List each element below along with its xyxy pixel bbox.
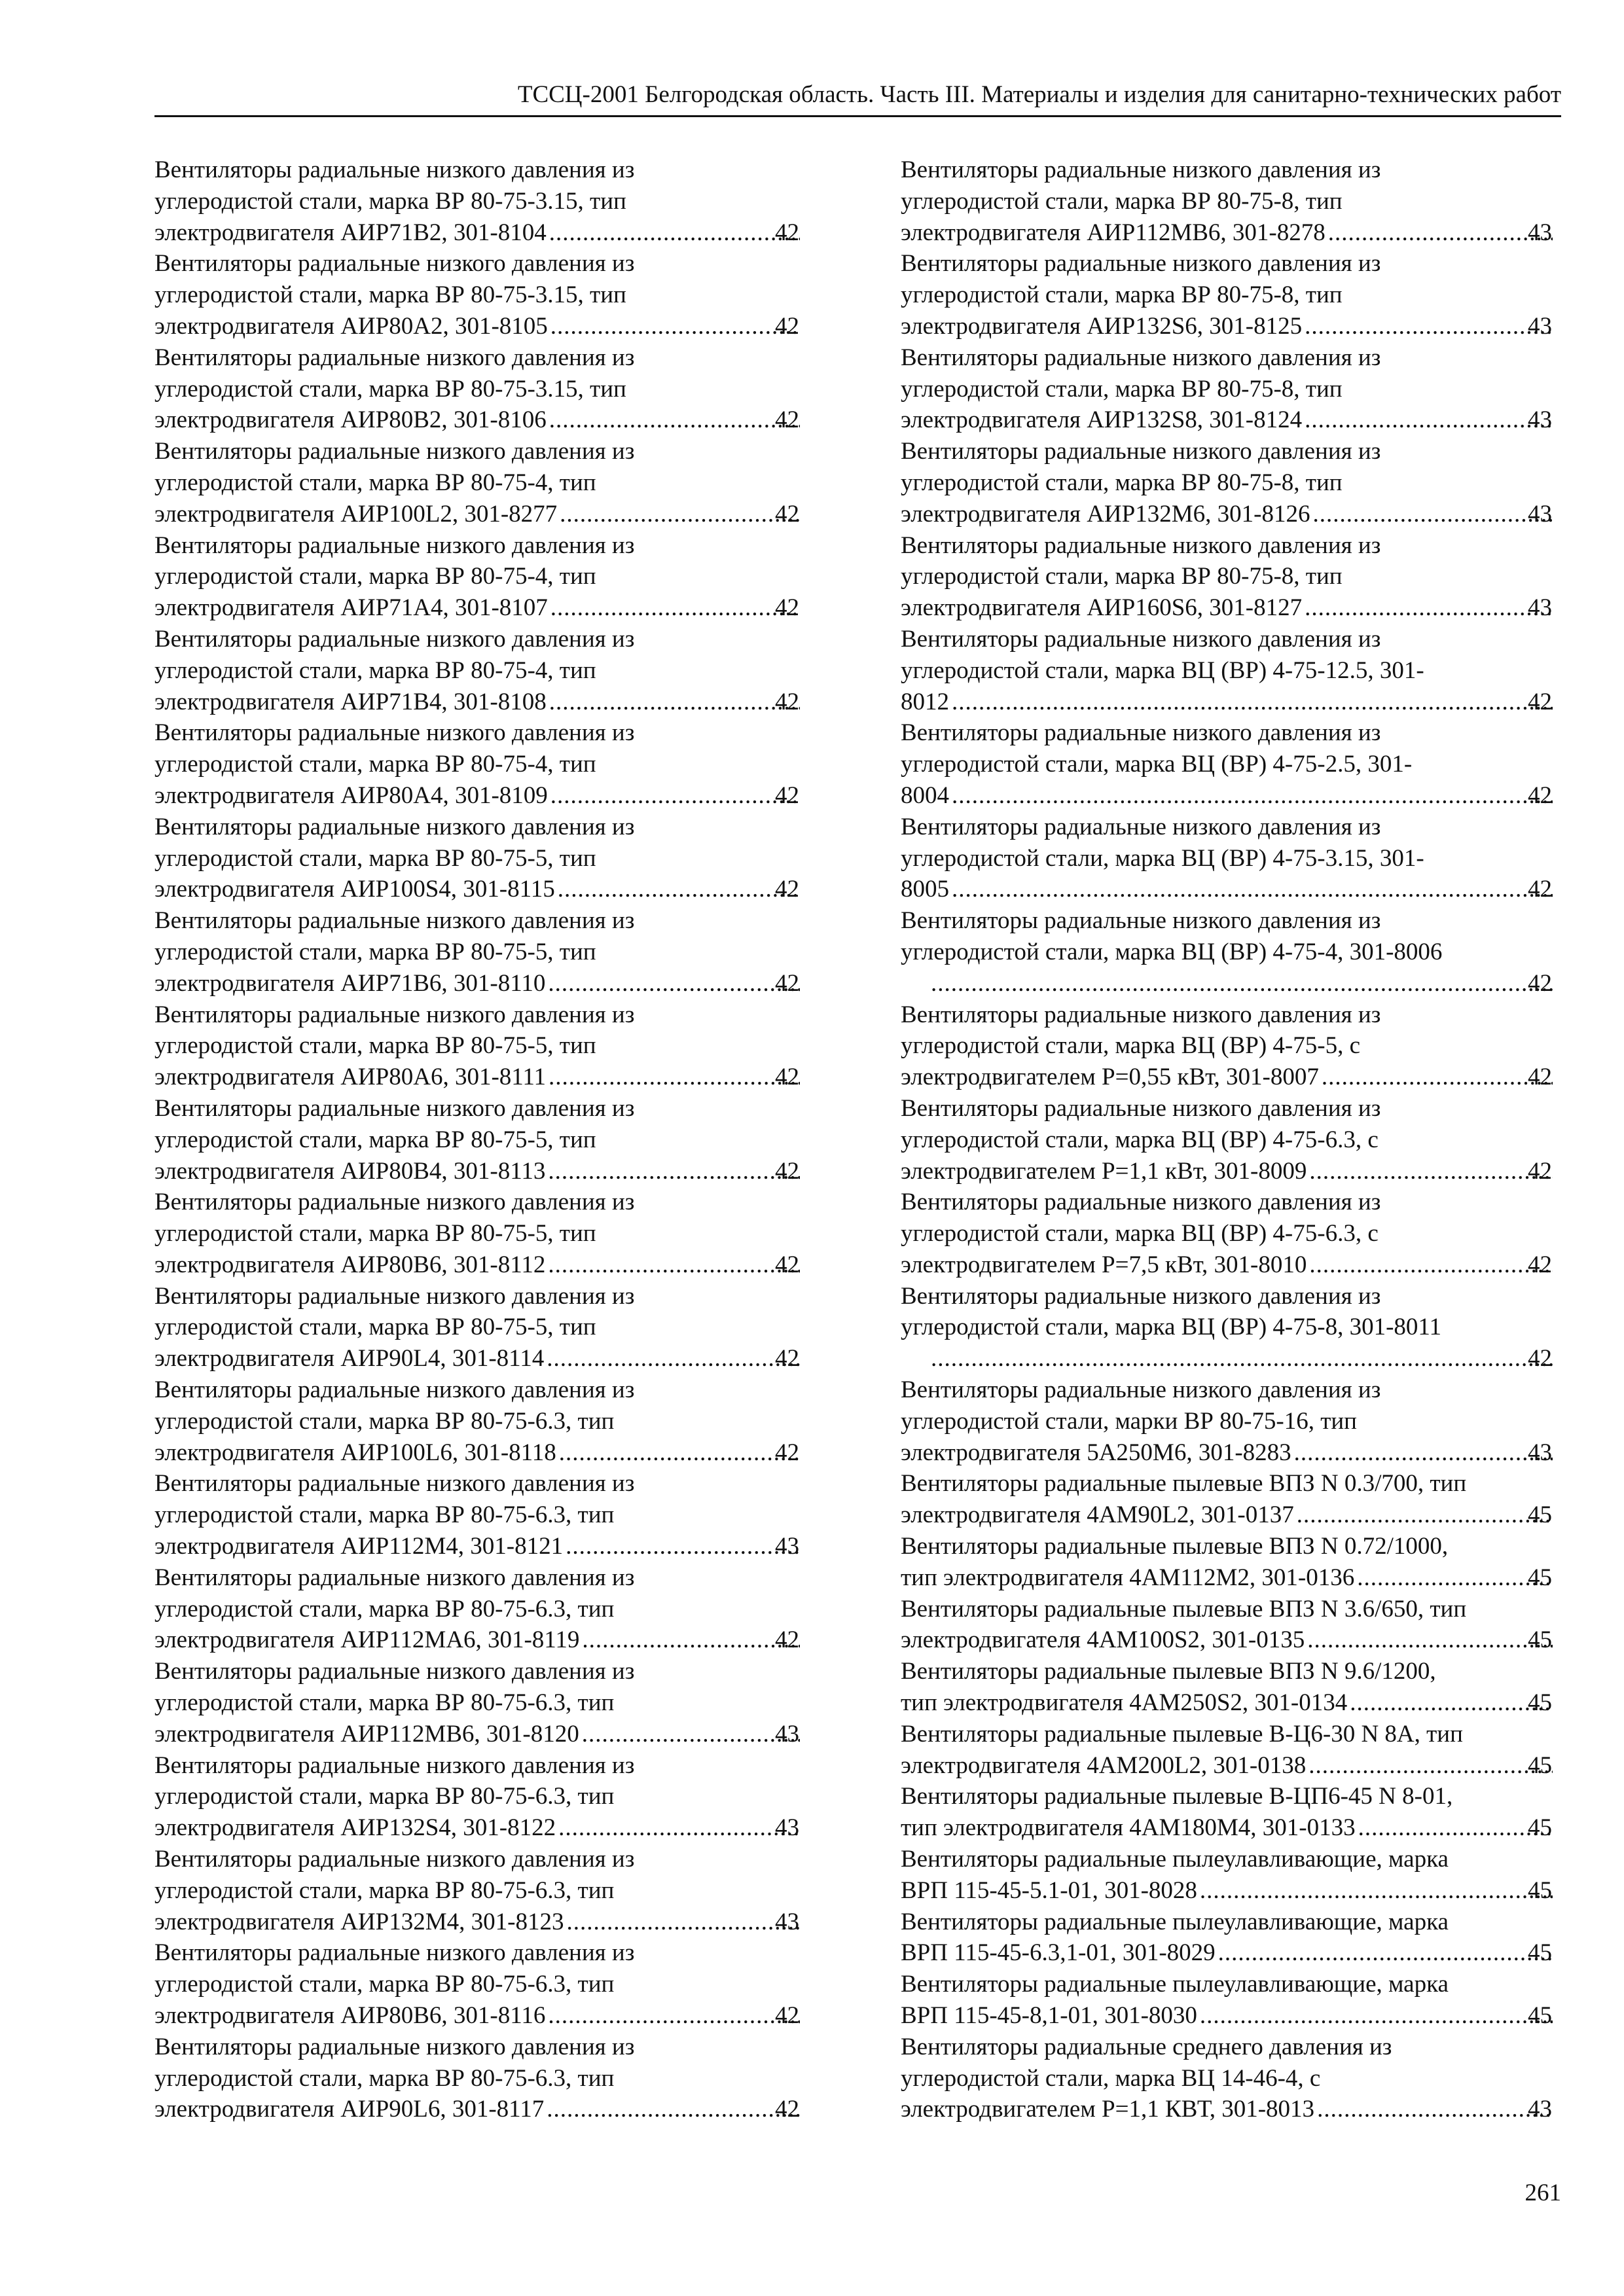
entry-last-line: тип электродвигателя 4АМ112М2, 301-0136 ..... 45	[928, 1562, 1555, 1594]
entry-text-line: Вентиляторы радиальные низкого давления из	[901, 344, 1381, 371]
entry-last-line: электродвигателя АИР80В6, 301-8112 ..... 42	[182, 1249, 803, 1281]
entry-text-line: углеродистой стали, марки ВР 80-75-16, тип	[901, 1407, 1357, 1435]
entry-last-line: электродвигателя АИР80А2, 301-8105 ..... 42	[182, 311, 803, 342]
index-entry	[154, 1562, 803, 1656]
entry-text-line: углеродистой стали, марка ВР 80-75-6.3, тип	[154, 1876, 615, 1904]
entry-last-line: электродвигателя АИР80А6, 301-8111 ..... 42	[182, 1062, 803, 1093]
entry-text-line: Вентиляторы радиальные низкого давления из	[154, 344, 635, 371]
dot-leader	[952, 687, 1553, 718]
entry-text-line: Вентиляторы радиальные пылевые ВПЗ N 0.3/700, тип	[901, 1470, 1467, 1498]
index-entry	[901, 1531, 1555, 1594]
entry-text-line: электродвигателем Р=7,5 кВт, 301-8010	[901, 1251, 1307, 1278]
dot-leader	[550, 780, 800, 812]
entry-text-line: электродвигателя АИР132S8, 301-8124	[901, 406, 1303, 434]
entry-text-line: электродвигателя АИР132S4, 301-8122	[154, 1814, 556, 1842]
index-entry	[901, 1468, 1555, 1531]
entry-text-line: 8012	[901, 688, 949, 715]
entry-last-line: электродвигателем Р=1,1 кВт, 301-8009 ..... 42	[928, 1156, 1555, 1187]
entry-text-line: электродвигателя АИР80А6, 301-8111	[154, 1064, 547, 1091]
dot-leader	[1307, 1624, 1553, 1656]
index-entry	[154, 1281, 803, 1374]
dot-leader	[931, 1343, 1553, 1374]
entry-text-line: Вентиляторы радиальные низкого давления из	[154, 1846, 635, 1873]
entry-text-line: углеродистой стали, марка ВЦ (ВР) 4-75-5, с	[901, 1032, 1360, 1060]
entry-text-line: Вентиляторы радиальные низкого давления из	[154, 2033, 635, 2060]
index-entry	[154, 1750, 803, 1844]
entry-last-line: электродвигателя 4АМ200L2, 301-0138 ..... 45	[928, 1750, 1555, 1782]
dot-leader	[1297, 1499, 1553, 1531]
entry-text-line: углеродистой стали, марка ВР 80-75-3.15, тип	[154, 281, 626, 309]
entry-text-line: 8005	[901, 876, 949, 903]
entry-text-line: электродвигателя АИР112МВ6, 301-8120	[154, 1720, 579, 1748]
entry-text-line: углеродистой стали, марка ВР 80-75-5, тип	[154, 1314, 596, 1341]
entry-text-line: Вентиляторы радиальные низкого давления из	[154, 1094, 635, 1122]
entry-text-line: углеродистой стали, марка ВЦ (ВР) 4-75-6.3, с	[901, 1126, 1379, 1153]
entry-text-line: электродвигателем Р=1,1 КВТ, 301-8013	[901, 2096, 1315, 2123]
entry-text-line: Вентиляторы радиальные низкого давления из	[154, 1658, 635, 1685]
dot-leader	[549, 687, 800, 718]
entry-last-line: электродвигателя АИР71В6, 301-8110 ..... 42	[182, 968, 803, 999]
index-entry	[901, 717, 1555, 811]
entry-last-line: тип электродвигателя 4АМ180М4, 301-0133 ..... 45	[928, 1812, 1555, 1844]
index-entry	[901, 342, 1555, 436]
entry-text-line: углеродистой стали, марка ВЦ (ВР) 4-75-12.5, 301-	[901, 656, 1424, 684]
entry-text-line: Вентиляторы радиальные низкого давления из	[154, 1376, 635, 1404]
dot-leader	[1218, 1937, 1553, 1969]
entry-text-line: Вентиляторы радиальные низкого давления из	[154, 1001, 635, 1028]
entry-last-line: ВРП 115-45-6.3,1-01, 301-8029 ..... 45	[928, 1937, 1555, 1969]
dot-leader	[1200, 1875, 1553, 1907]
dot-leader	[1312, 499, 1553, 530]
entry-text-line: углеродистой стали, марка ВР 80-75-3.15, тип	[154, 375, 626, 403]
dot-leader	[548, 2000, 800, 2032]
entry-text-line: углеродистой стали, марка ВЦ (ВР) 4-75-4, 301-8006	[901, 938, 1443, 965]
entry-text-line: углеродистой стали, марка ВР 80-75-8, тип	[901, 281, 1343, 309]
entry-text-line: Вентиляторы радиальные пылеулавливающие, марка	[901, 1846, 1449, 1873]
index-entry	[901, 1781, 1555, 1844]
index-entry	[901, 530, 1555, 624]
entry-text-line: электродвигателя АИР80В2, 301-8106	[154, 406, 547, 434]
entry-text-line: Вентиляторы радиальные пылевые ВПЗ N 0.72/1000,	[901, 1533, 1449, 1560]
index-entry	[154, 154, 803, 248]
entry-text-line: углеродистой стали, марка ВЦ (ВР) 4-75-2.5, 301-	[901, 751, 1413, 778]
entry-text-line: углеродистой стали, марка ВР 80-75-6.3, тип	[154, 1407, 615, 1435]
entry-last-line: ВРП 115-45-5.1-01, 301-8028 ..... 45	[928, 1875, 1555, 1907]
entry-last-line: электродвигателя АИР112МВ6, 301-8120 ..... 43	[182, 1719, 803, 1750]
dot-leader	[952, 874, 1553, 905]
dot-leader	[952, 780, 1553, 812]
entry-text-line: электродвигателя АИР80А2, 301-8105	[154, 312, 548, 340]
entry-last-line: 8005 ..... 42	[928, 874, 1555, 905]
entry-text-line: углеродистой стали, марка ВР 80-75-3.15, тип	[154, 187, 626, 215]
index-entry	[154, 248, 803, 342]
entry-last-line: электродвигателя АИР100S4, 301-8115 ..... 42	[182, 874, 803, 905]
entry-text-line: электродвигателя АИР90L6, 301-8117	[154, 2096, 545, 2123]
entry-last-line: электродвигателя АИР80А4, 301-8109 ..... 42	[182, 780, 803, 812]
dot-leader	[558, 874, 800, 905]
dot-leader	[550, 592, 800, 624]
index-entry	[901, 1281, 1555, 1374]
entry-text-line: Вентиляторы радиальные низкого давления из	[901, 1189, 1381, 1216]
index-entry	[154, 436, 803, 529]
page-number: 261	[1525, 2179, 1561, 2206]
dot-leader	[1350, 1687, 1553, 1719]
entry-text-line: углеродистой стали, марка ВЦ (ВР) 4-75-3.15, 301-	[901, 844, 1424, 872]
entry-text-line: Вентиляторы радиальные низкого давления из	[901, 625, 1381, 653]
entry-text-line: углеродистой стали, марка ВЦ 14-46-4, с	[901, 2064, 1321, 2092]
entry-text-line: углеродистой стали, марка ВР 80-75-4, тип	[154, 656, 596, 684]
entry-last-line: электродвигателем Р=7,5 кВт, 301-8010 ..... 42	[928, 1249, 1555, 1281]
dot-leader	[1294, 1437, 1553, 1469]
entry-text-line: Вентиляторы радиальные низкого давления из	[154, 1189, 635, 1216]
entry-last-line: электродвигателя АИР71А4, 301-8107 ..... 42	[182, 592, 803, 624]
dot-leader	[547, 1343, 800, 1374]
entry-text-line: Вентиляторы радиальные низкого давления из	[901, 156, 1381, 183]
entry-last-line: электродвигателя АИР90L6, 301-8117 ..... 42	[182, 2094, 803, 2125]
entry-text-line: электродвигателя АИР80В6, 301-8112	[154, 1251, 546, 1278]
entry-last-line: электродвигателя АИР80В2, 301-8106 ..... 42	[182, 404, 803, 436]
entry-text-line: Вентиляторы радиальные низкого давления из	[901, 1376, 1381, 1404]
entry-text-line: углеродистой стали, марка ВР 80-75-6.3, тип	[154, 1689, 615, 1717]
entry-text-line: электродвигателем Р=0,55 кВт, 301-8007	[901, 1064, 1319, 1091]
entry-text-line: Вентиляторы радиальные низкого давления из	[901, 438, 1381, 465]
entry-last-line: электродвигателя АИР132S8, 301-8124 ..... 43	[928, 404, 1555, 436]
index-entry	[154, 717, 803, 811]
entry-last-line: электродвигателя АИР100L2, 301-8277 ..... 42	[182, 499, 803, 530]
entry-last-line: ВРП 115-45-8,1-01, 301-8030 ..... 45	[928, 2000, 1555, 2032]
entry-last-line: электродвигателя АИР80В4, 301-8113 ..... 42	[182, 1156, 803, 1187]
index-entry	[154, 624, 803, 717]
entry-text-line: электродвигателя АИР100S4, 301-8115	[154, 876, 555, 903]
entry-last-line: электродвигателя АИР80В6, 301-8116 ..... 42	[182, 2000, 803, 2032]
entry-text-line: тип электродвигателя 4АМ250S2, 301-0134	[901, 1689, 1348, 1717]
entry-text-line: углеродистой стали, марка ВР 80-75-8, тип	[901, 469, 1343, 496]
entry-last-line: электродвигателя АИР71В4, 301-8108 ..... 42	[182, 687, 803, 718]
entry-last-line: тип электродвигателя 4АМ250S2, 301-0134 ..... 45	[928, 1687, 1555, 1719]
entry-last-line: электродвигателя 4АМ90L2, 301-0137 ..... 45	[928, 1499, 1555, 1531]
index-entry	[154, 905, 803, 999]
entry-text-line: углеродистой стали, марка ВР 80-75-8, тип	[901, 187, 1343, 215]
entry-last-line: электродвигателя АИР100L6, 301-8118 ..... 42	[182, 1437, 803, 1469]
dot-leader	[1305, 311, 1553, 342]
entry-text-line: Вентиляторы радиальные пылевые ВПЗ N 3.6/650, тип	[901, 1595, 1467, 1623]
entry-text-line: Вентиляторы радиальные низкого давления из	[901, 531, 1381, 559]
entry-text-line: Вентиляторы радиальные низкого давления из	[901, 1001, 1381, 1028]
entry-text-line: электродвигателем Р=1,1 кВт, 301-8009	[901, 1157, 1307, 1185]
entry-text-line: углеродистой стали, марка ВР 80-75-4, тип	[154, 469, 596, 496]
entry-last-line: электродвигателя АИР112МА6, 301-8119 ..... 42	[182, 1624, 803, 1656]
entry-text-line: углеродистой стали, марка ВЦ (ВР) 4-75-8, 301-8011	[901, 1314, 1442, 1341]
entry-text-line: Вентиляторы радиальные пылевые В-Ц6-30 N 8А, тип	[901, 1720, 1463, 1748]
index-entry	[901, 1969, 1555, 2032]
dot-leader	[1322, 1062, 1553, 1093]
entry-last-line: ..... 42	[928, 968, 1555, 999]
entry-text-line: углеродистой стали, марка ВР 80-75-6.3, тип	[154, 1595, 615, 1623]
index-entry	[154, 2032, 803, 2125]
index-entry	[154, 1187, 803, 1280]
index-entry	[154, 1656, 803, 1749]
entry-text-line: Вентиляторы радиальные низкого давления из	[154, 1939, 635, 1967]
entry-text-line: электродвигателя 4АМ100S2, 301-0135	[901, 1626, 1305, 1654]
entry-text-line: углеродистой стали, марка ВР 80-75-4, тип	[154, 563, 596, 590]
entry-text-line: электродвигателя 5А250М6, 301-8283	[901, 1439, 1291, 1466]
entry-text-line: тип электродвигателя 4АМ180М4, 301-0133	[901, 1814, 1356, 1842]
index-entry	[901, 436, 1555, 529]
entry-last-line: 8012 ..... 42	[928, 687, 1555, 718]
entry-text-line: Вентиляторы радиальные низкого давления из	[154, 719, 635, 747]
entry-text-line: углеродистой стали, марка ВЦ (ВР) 4-75-6.3, с	[901, 1220, 1379, 1247]
index-entry	[901, 1907, 1555, 1969]
index-column-right	[901, 154, 1555, 2125]
entry-text-line: электродвигателя АИР80В6, 301-8116	[154, 2002, 546, 2030]
entry-text-line: Вентиляторы радиальные низкого давления из	[154, 1470, 635, 1498]
entry-text-line: Вентиляторы радиальные пылеулавливающие, марка	[901, 1908, 1449, 1935]
entry-text-line: электродвигателя АИР112МА6, 301-8119	[154, 1626, 580, 1654]
entry-text-line: Вентиляторы радиальные низкого давления из	[901, 907, 1381, 935]
index-entry	[901, 1844, 1555, 1907]
entry-text-line: Вентиляторы радиальные низкого давления из	[901, 250, 1381, 278]
entry-last-line: электродвигателем Р=1,1 КВТ, 301-8013 ..... 43	[928, 2094, 1555, 2125]
entry-text-line: углеродистой стали, марка ВР 80-75-4, тип	[154, 751, 596, 778]
entry-text-line: электродвигателя АИР112М4, 301-8121	[154, 1533, 564, 1560]
entry-text-line: Вентиляторы радиальные низкого давления из	[154, 156, 635, 183]
index-entry	[901, 1374, 1555, 1468]
entry-last-line: электродвигателем Р=0,55 кВт, 301-8007 ..... 42	[928, 1062, 1555, 1093]
dot-leader	[548, 1249, 800, 1281]
index-entry	[154, 999, 803, 1093]
dot-leader	[547, 2094, 800, 2125]
dot-leader	[558, 1812, 800, 1844]
index-entry	[154, 1093, 803, 1187]
entry-last-line: 8004 ..... 42	[928, 780, 1555, 812]
index-entry	[901, 905, 1555, 999]
entry-text-line: Вентиляторы радиальные низкого давления из	[901, 1094, 1381, 1122]
entry-last-line: электродвигателя АИР132М4, 301-8123 ..... 43	[182, 1907, 803, 1938]
dot-leader	[566, 1907, 800, 1938]
entry-last-line: электродвигателя АИР112М4, 301-8121 ..... 43	[182, 1531, 803, 1562]
dot-leader	[560, 499, 800, 530]
entry-text-line: электродвигателя АИР71В4, 301-8108	[154, 688, 547, 715]
entry-text-line: электродвигателя АИР71В2, 301-8104	[154, 219, 547, 246]
index-entry	[901, 2032, 1555, 2125]
dot-leader	[548, 1156, 800, 1187]
entry-text-line: Вентиляторы радиальные низкого давления из	[154, 531, 635, 559]
dot-leader	[1358, 1812, 1553, 1844]
entry-last-line: электродвигателя АИР112МВ6, 301-8278 ..... 43	[928, 217, 1555, 249]
dot-leader	[931, 968, 1553, 999]
entry-last-line: электродвигателя 5А250М6, 301-8283 ..... 43	[928, 1437, 1555, 1469]
index-entry	[901, 1719, 1555, 1782]
dot-leader	[582, 1719, 800, 1750]
dot-leader	[582, 1624, 800, 1656]
entry-text-line: Вентиляторы радиальные низкого давления из	[154, 1564, 635, 1591]
index-entry	[154, 1844, 803, 1937]
entry-text-line: Вентиляторы радиальные низкого давления из	[154, 625, 635, 653]
index-entry	[154, 812, 803, 905]
page-header: ТССЦ-2001 Белгородская область. Часть III. Материалы и изделия для санитарно-технических работ	[517, 81, 1561, 108]
index-entry	[901, 1093, 1555, 1187]
dot-leader	[1317, 2094, 1553, 2125]
entry-text-line: электродвигателя АИР80А4, 301-8109	[154, 781, 548, 809]
entry-text-line: ВРП 115-45-5.1-01, 301-8028	[901, 1876, 1197, 1904]
entry-last-line: электродвигателя АИР132S6, 301-8125 ..... 43	[928, 311, 1555, 342]
entry-text-line: Вентиляторы радиальные низкого давления из	[154, 907, 635, 935]
dot-leader	[549, 1062, 800, 1093]
entry-text-line: Вентиляторы радиальные пылеулавливающие, марка	[901, 1971, 1449, 1998]
entry-text-line: ВРП 115-45-8,1-01, 301-8030	[901, 2002, 1197, 2030]
entry-text-line: Вентиляторы радиальные низкого давления из	[154, 438, 635, 465]
entry-text-line: электродвигателя АИР112МВ6, 301-8278	[901, 219, 1326, 246]
entry-last-line: электродвигателя 4АМ100S2, 301-0135 ..... 45	[928, 1624, 1555, 1656]
dot-leader	[1305, 592, 1553, 624]
dot-leader	[1309, 1249, 1553, 1281]
entry-last-line: электродвигателя АИР132М6, 301-8126 ..... 43	[928, 499, 1555, 530]
dot-leader	[1357, 1562, 1553, 1594]
dot-leader	[550, 311, 800, 342]
index-entry	[901, 1656, 1555, 1719]
index-entry	[154, 342, 803, 436]
entry-text-line: углеродистой стали, марка ВР 80-75-5, тип	[154, 938, 596, 965]
entry-text-line: электродвигателя 4АМ200L2, 301-0138	[901, 1751, 1307, 1779]
entry-text-line: углеродистой стали, марка ВР 80-75-5, тип	[154, 1032, 596, 1060]
entry-text-line: углеродистой стали, марка ВР 80-75-5, тип	[154, 1220, 596, 1247]
entry-text-line: ВРП 115-45-6.3,1-01, 301-8029	[901, 1939, 1216, 1967]
entry-text-line: тип электродвигателя 4АМ112М2, 301-0136	[901, 1564, 1355, 1591]
entry-text-line: Вентиляторы радиальные низкого давления из	[901, 813, 1381, 840]
index-entry	[901, 248, 1555, 342]
entry-text-line: углеродистой стали, марка ВР 80-75-6.3, тип	[154, 2064, 615, 2092]
entry-text-line: Вентиляторы радиальные низкого давления из	[154, 1751, 635, 1779]
entry-text-line: электродвигателя АИР100L6, 301-8118	[154, 1439, 556, 1466]
entry-last-line: электродвигателя АИР132S4, 301-8122 ..... 43	[182, 1812, 803, 1844]
dot-leader	[1308, 1750, 1553, 1782]
entry-text-line: углеродистой стали, марка ВР 80-75-5, тип	[154, 1126, 596, 1153]
entry-text-line: углеродистой стали, марка ВР 80-75-6.3, тип	[154, 1501, 615, 1529]
entry-text-line: электродвигателя АИР71А4, 301-8107	[154, 594, 548, 622]
entry-text-line: Вентиляторы радиальные низкого давления из	[154, 250, 635, 278]
entry-text-line: углеродистой стали, марка ВР 80-75-5, тип	[154, 844, 596, 872]
entry-text-line: электродвигателя АИР132М4, 301-8123	[154, 1908, 564, 1935]
entry-text-line: Вентиляторы радиальные низкого давления из	[901, 1282, 1381, 1310]
dot-leader	[1328, 217, 1553, 249]
dot-leader	[548, 968, 800, 999]
entry-text-line: электродвигателя АИР160S6, 301-8127	[901, 594, 1303, 622]
index-entry	[154, 1468, 803, 1562]
index-entry	[901, 154, 1555, 248]
entry-text-line: электродвигателя АИР132S6, 301-8125	[901, 312, 1303, 340]
dot-leader	[1305, 404, 1553, 436]
index-entry	[901, 999, 1555, 1093]
dot-leader	[566, 1531, 800, 1562]
entry-last-line: электродвигателя АИР160S6, 301-8127 ..... 43	[928, 592, 1555, 624]
index-entry	[901, 1187, 1555, 1280]
entry-text-line: электродвигателя АИР80В4, 301-8113	[154, 1157, 546, 1185]
index-entry	[901, 812, 1555, 905]
entry-last-line: ..... 42	[928, 1343, 1555, 1374]
entry-text-line: Вентиляторы радиальные пылевые В-ЦП6-45 N 8-01,	[901, 1783, 1453, 1810]
entry-text-line: электродвигателя АИР71В6, 301-8110	[154, 969, 546, 997]
dot-leader	[1200, 2000, 1553, 2032]
entry-text-line: Вентиляторы радиальные низкого давления из	[154, 813, 635, 840]
entry-text-line: Вентиляторы радиальные низкого давления из	[154, 1282, 635, 1310]
index-entry	[154, 530, 803, 624]
index-entry	[901, 1594, 1555, 1657]
dot-leader	[1309, 1156, 1553, 1187]
entry-text-line: Вентиляторы радиальные пылевые ВПЗ N 9.6/1200,	[901, 1658, 1436, 1685]
dot-leader	[549, 217, 800, 249]
entry-text-line: электродвигателя АИР132М6, 301-8126	[901, 500, 1310, 528]
entry-text-line: углеродистой стали, марка ВР 80-75-8, тип	[901, 375, 1343, 403]
entry-text-line: углеродистой стали, марка ВР 80-75-6.3, тип	[154, 1783, 615, 1810]
entry-text-line: электродвигателя АИР90L4, 301-8114	[154, 1345, 545, 1372]
index-column-left	[154, 154, 803, 2125]
entry-last-line: электродвигателя АИР90L4, 301-8114 ..... 42	[182, 1343, 803, 1374]
entry-text-line: углеродистой стали, марка ВР 80-75-6.3, тип	[154, 1971, 615, 1998]
index-entry	[901, 624, 1555, 717]
entry-text-line: Вентиляторы радиальные среднего давления из	[901, 2033, 1392, 2060]
entry-text-line: электродвигателя 4АМ90L2, 301-0137	[901, 1501, 1294, 1529]
header-rule	[154, 115, 1561, 117]
entry-text-line: Вентиляторы радиальные низкого давления из	[901, 719, 1381, 747]
entry-last-line: электродвигателя АИР71В2, 301-8104 ..... 42	[182, 217, 803, 249]
dot-leader	[559, 1437, 800, 1469]
entry-text-line: углеродистой стали, марка ВР 80-75-8, тип	[901, 563, 1343, 590]
index-entry	[154, 1374, 803, 1468]
index-entry	[154, 1937, 803, 2031]
entry-text-line: электродвигателя АИР100L2, 301-8277	[154, 500, 558, 528]
entry-text-line: 8004	[901, 781, 949, 809]
dot-leader	[549, 404, 800, 436]
